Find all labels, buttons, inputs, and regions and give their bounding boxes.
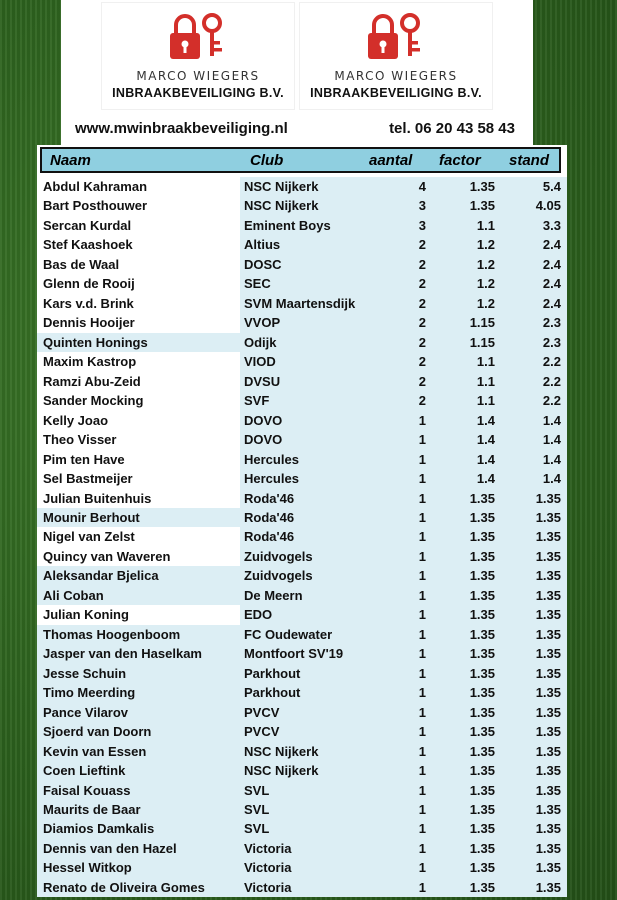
cell-naam: Ali Coban [37, 586, 240, 605]
cell-club: SVM Maartensdijk [244, 295, 356, 311]
cell-aantal: 2 [418, 295, 426, 311]
cell-club: Victoria [244, 879, 292, 895]
cell-aantal: 3 [418, 217, 426, 233]
row-values [240, 313, 567, 332]
header-stand: stand [509, 152, 550, 169]
row-values [240, 566, 567, 585]
table-row [37, 391, 567, 410]
row-values [240, 586, 567, 605]
sponsor-logo [299, 2, 493, 110]
cell-factor: 1.35 [469, 607, 495, 623]
cell-club: SVL [244, 782, 270, 798]
table-row [37, 216, 567, 235]
cell-factor: 1.4 [476, 451, 495, 467]
cell-club: Hercules [244, 451, 299, 467]
table-row [37, 527, 567, 546]
cell-naam: Stef Kaashoek [37, 235, 240, 254]
cell-stand: 3.3 [542, 217, 561, 233]
table-row [37, 333, 567, 352]
cell-naam: Bas de Waal [37, 255, 240, 274]
cell-club: PVCV [244, 704, 280, 720]
table-row [37, 547, 567, 566]
table-row [37, 235, 567, 254]
table-row [37, 742, 567, 761]
row-values [240, 391, 567, 410]
cell-naam: Dennis Hooijer [37, 313, 240, 332]
cell-aantal: 1 [418, 451, 426, 467]
row-values [240, 742, 567, 761]
cell-naam: Nigel van Zelst [37, 527, 240, 546]
cell-club: DOVO [244, 432, 283, 448]
cell-aantal: 1 [418, 782, 426, 798]
cell-aantal: 1 [418, 626, 426, 642]
cell-club: NSC Nijkerk [244, 743, 319, 759]
row-values [240, 352, 567, 371]
cell-club: DOVO [244, 412, 283, 428]
cell-club: Victoria [244, 840, 292, 856]
table-row [37, 411, 567, 430]
cell-club: DVSU [244, 373, 281, 389]
sponsor-name: MARCO WIEGERS [136, 69, 260, 83]
cell-naam: Jesse Schuin [37, 664, 240, 683]
cell-club: Parkhout [244, 685, 301, 701]
row-values [240, 703, 567, 722]
cell-naam: Pance Vilarov [37, 703, 240, 722]
table-row [37, 566, 567, 585]
cell-factor: 1.35 [469, 548, 495, 564]
cell-factor: 1.1 [476, 373, 495, 389]
sponsor-subtitle: INBRAAKBEVEILIGING B.V. [310, 86, 482, 100]
cell-naam: Dennis van den Hazel [37, 839, 240, 858]
cell-stand: 1.35 [535, 840, 561, 856]
cell-stand: 2.3 [542, 334, 561, 350]
cell-aantal: 2 [418, 237, 426, 253]
cell-naam: Sel Bastmeijer [37, 469, 240, 488]
cell-stand: 1.35 [535, 529, 561, 545]
cell-factor: 1.35 [469, 743, 495, 759]
cell-aantal: 2 [418, 334, 426, 350]
cell-factor: 1.35 [469, 860, 495, 876]
sponsor-website: www.mwinbraakbeveiliging.nl [75, 120, 288, 137]
row-values [240, 255, 567, 274]
cell-naam: Maurits de Baar [37, 800, 240, 819]
table-row [37, 274, 567, 293]
cell-club: PVCV [244, 724, 280, 740]
table-row [37, 489, 567, 508]
cell-club: NSC Nijkerk [244, 179, 319, 194]
row-values [240, 819, 567, 838]
row-values [240, 644, 567, 663]
cell-naam: Ramzi Abu-Zeid [37, 372, 240, 391]
cell-factor: 1.35 [469, 179, 495, 194]
cell-aantal: 1 [418, 685, 426, 701]
cell-factor: 1.35 [469, 685, 495, 701]
cell-stand: 1.35 [535, 646, 561, 662]
cell-factor: 1.1 [476, 217, 495, 233]
cell-club: Roda'46 [244, 529, 295, 545]
lock-keys-icon [166, 11, 230, 63]
cell-aantal: 2 [418, 256, 426, 272]
table-row [37, 352, 567, 371]
cell-club: Roda'46 [244, 490, 295, 506]
table-row [37, 819, 567, 838]
cell-naam: Kevin van Essen [37, 742, 240, 761]
cell-naam: Quinten Honings [37, 333, 240, 352]
cell-aantal: 1 [418, 471, 426, 487]
sponsor-name: MARCO WIEGERS [334, 69, 458, 83]
sponsor-phone: tel. 06 20 43 58 43 [389, 120, 515, 137]
table-row [37, 644, 567, 663]
standings-table [37, 145, 567, 895]
cell-club: Hercules [244, 471, 299, 487]
cell-factor: 1.35 [469, 704, 495, 720]
cell-naam: Sjoerd van Doorn [37, 722, 240, 741]
table-row [37, 625, 567, 644]
cell-stand: 1.4 [542, 471, 561, 487]
row-values [240, 294, 567, 313]
cell-naam: Bart Posthouwer [37, 196, 240, 215]
cell-factor: 1.35 [469, 646, 495, 662]
cell-club: Roda'46 [244, 509, 295, 525]
cell-aantal: 1 [418, 412, 426, 428]
sponsor-subtitle: INBRAAKBEVEILIGING B.V. [112, 86, 284, 100]
cell-aantal: 3 [418, 198, 426, 214]
cell-aantal: 1 [418, 821, 426, 837]
cell-aantal: 1 [418, 587, 426, 603]
row-values [240, 430, 567, 449]
cell-club: VVOP [244, 315, 281, 331]
cell-club: Eminent Boys [244, 217, 331, 233]
table-row [37, 858, 567, 877]
cell-naam: Hessel Witkop [37, 858, 240, 877]
cell-aantal: 1 [418, 860, 426, 876]
table-body [37, 177, 567, 897]
cell-naam: Sercan Kurdal [37, 216, 240, 235]
cell-aantal: 1 [418, 879, 426, 895]
cell-stand: 2.2 [542, 373, 561, 389]
row-values [240, 722, 567, 741]
table-row [37, 800, 567, 819]
table-row [37, 586, 567, 605]
cell-club: De Meern [244, 587, 303, 603]
cell-aantal: 1 [418, 509, 426, 525]
table-row [37, 469, 567, 488]
cell-club: Victoria [244, 860, 292, 876]
cell-factor: 1.1 [476, 393, 495, 409]
table-row [37, 313, 567, 332]
cell-stand: 1.35 [535, 685, 561, 701]
cell-aantal: 1 [418, 568, 426, 584]
table-row [37, 430, 567, 449]
table-row [37, 177, 567, 196]
cell-naam: Jasper van den Haselkam [37, 644, 240, 663]
cell-club: Zuidvogels [244, 548, 313, 564]
table-row [37, 839, 567, 858]
cell-naam: Glenn de Rooij [37, 274, 240, 293]
cell-factor: 1.4 [476, 471, 495, 487]
cell-aantal: 1 [418, 802, 426, 817]
cell-club: NSC Nijkerk [244, 198, 319, 214]
cell-stand: 1.35 [535, 821, 561, 837]
cell-naam: Quincy van Waveren [37, 547, 240, 566]
cell-stand: 5.4 [542, 179, 561, 194]
cell-factor: 1.2 [476, 256, 495, 272]
cell-naam: Maxim Kastrop [37, 352, 240, 371]
cell-stand: 1.35 [535, 860, 561, 876]
cell-aantal: 1 [418, 724, 426, 740]
row-values [240, 800, 567, 819]
header-factor: factor [439, 152, 481, 169]
cell-stand: 2.4 [542, 237, 561, 253]
cell-club: NSC Nijkerk [244, 763, 319, 779]
cell-factor: 1.4 [476, 412, 495, 428]
cell-club: Odijk [244, 334, 277, 350]
cell-stand: 1.4 [542, 451, 561, 467]
cell-stand: 1.35 [535, 568, 561, 584]
lock-keys-icon [364, 11, 428, 63]
table-row [37, 508, 567, 527]
row-values [240, 605, 567, 624]
cell-factor: 1.35 [469, 626, 495, 642]
cell-stand: 2.3 [542, 315, 561, 331]
cell-factor: 1.1 [476, 354, 495, 370]
cell-factor: 1.35 [469, 529, 495, 545]
row-values [240, 839, 567, 858]
cell-aantal: 2 [418, 373, 426, 389]
cell-stand: 1.35 [535, 607, 561, 623]
cell-naam: Faisal Kouass [37, 781, 240, 800]
cell-factor: 1.35 [469, 198, 495, 214]
cell-club: SVF [244, 393, 270, 409]
cell-club: SVL [244, 821, 270, 837]
row-values [240, 235, 567, 254]
row-values [240, 508, 567, 527]
cell-aantal: 1 [418, 743, 426, 759]
cell-aantal: 1 [418, 704, 426, 720]
table-row [37, 255, 567, 274]
cell-aantal: 2 [418, 393, 426, 409]
cell-naam: Thomas Hoogenboom [37, 625, 240, 644]
cell-aantal: 1 [418, 432, 426, 448]
cell-stand: 2.2 [542, 393, 561, 409]
table-row [37, 761, 567, 780]
row-values [240, 274, 567, 293]
cell-naam: Pim ten Have [37, 450, 240, 469]
cell-factor: 1.35 [469, 587, 495, 603]
cell-aantal: 4 [418, 179, 426, 194]
cell-club: FC Oudewater [244, 626, 333, 642]
row-values [240, 372, 567, 391]
cell-factor: 1.35 [469, 821, 495, 837]
row-values [240, 489, 567, 508]
cell-naam: Renato de Oliveira Gomes [37, 878, 240, 897]
table-row [37, 664, 567, 683]
cell-aantal: 2 [418, 276, 426, 292]
header-club: Club [250, 152, 284, 169]
cell-stand: 1.35 [535, 763, 561, 779]
cell-club: Zuidvogels [244, 568, 313, 584]
header-naam: Naam [50, 152, 91, 169]
cell-factor: 1.35 [469, 665, 495, 681]
cell-naam: Julian Buitenhuis [37, 489, 240, 508]
cell-factor: 1.15 [469, 334, 495, 350]
cell-stand: 1.35 [535, 587, 561, 603]
table-row [37, 878, 567, 897]
row-values [240, 527, 567, 546]
cell-factor: 1.2 [476, 276, 495, 292]
cell-stand: 1.35 [535, 490, 561, 506]
cell-naam: Abdul Kahraman [37, 177, 240, 196]
header-aantal: aantal [369, 152, 413, 169]
cell-aantal: 1 [418, 529, 426, 545]
row-values [240, 450, 567, 469]
cell-club: SEC [244, 276, 271, 292]
table-row [37, 703, 567, 722]
cell-stand: 1.35 [535, 782, 561, 798]
sponsor-banner [61, 0, 533, 145]
cell-club: VIOD [244, 354, 276, 370]
table-row [37, 605, 567, 624]
cell-stand: 1.35 [535, 743, 561, 759]
cell-naam: Aleksandar Bjelica [37, 566, 240, 585]
cell-factor: 1.35 [469, 568, 495, 584]
cell-stand: 1.35 [535, 626, 561, 642]
cell-stand: 2.4 [542, 276, 561, 292]
cell-naam: Theo Visser [37, 430, 240, 449]
row-values [240, 547, 567, 566]
cell-club: SVL [244, 802, 270, 817]
sponsor-logo [101, 2, 295, 110]
cell-aantal: 2 [418, 315, 426, 331]
cell-factor: 1.4 [476, 432, 495, 448]
row-values [240, 216, 567, 235]
table-row [37, 372, 567, 391]
row-values [240, 469, 567, 488]
cell-stand: 1.35 [535, 509, 561, 525]
cell-factor: 1.35 [469, 763, 495, 779]
cell-stand: 1.35 [535, 802, 561, 817]
cell-aantal: 1 [418, 646, 426, 662]
cell-naam: Diamios Damkalis [37, 819, 240, 838]
cell-aantal: 1 [418, 548, 426, 564]
cell-aantal: 1 [418, 665, 426, 681]
cell-club: Montfoort SV'19 [244, 646, 344, 662]
cell-aantal: 2 [418, 354, 426, 370]
cell-stand: 1.35 [535, 665, 561, 681]
cell-factor: 1.2 [476, 237, 495, 253]
table-row [37, 781, 567, 800]
cell-naam: Kars v.d. Brink [37, 294, 240, 313]
table-row [37, 294, 567, 313]
cell-stand: 1.35 [535, 704, 561, 720]
cell-aantal: 1 [418, 490, 426, 506]
row-values [240, 761, 567, 780]
cell-naam: Timo Meerding [37, 683, 240, 702]
cell-naam: Coen Lieftink [37, 761, 240, 780]
cell-factor: 1.35 [469, 879, 495, 895]
cell-stand: 2.4 [542, 256, 561, 272]
cell-naam: Julian Koning [37, 605, 240, 624]
cell-factor: 1.35 [469, 840, 495, 856]
cell-club: Parkhout [244, 665, 301, 681]
cell-club: EDO [244, 607, 273, 623]
cell-stand: 4.05 [535, 198, 561, 214]
cell-stand: 2.4 [542, 295, 561, 311]
cell-aantal: 1 [418, 763, 426, 779]
cell-naam: Kelly Joao [37, 411, 240, 430]
table-header [40, 147, 561, 173]
row-values [240, 858, 567, 877]
cell-stand: 2.2 [542, 354, 561, 370]
cell-stand: 1.35 [535, 724, 561, 740]
table-row [37, 196, 567, 215]
table-row [37, 683, 567, 702]
cell-factor: 1.35 [469, 490, 495, 506]
cell-stand: 1.35 [535, 879, 561, 895]
row-values [240, 664, 567, 683]
cell-stand: 1.35 [535, 548, 561, 564]
cell-factor: 1.35 [469, 802, 495, 817]
cell-naam: Mounir Berhout [37, 508, 240, 527]
cell-factor: 1.35 [469, 724, 495, 740]
cell-club: Altius [244, 237, 281, 253]
row-values [240, 878, 567, 897]
row-values [240, 625, 567, 644]
table-row [37, 450, 567, 469]
cell-naam: Sander Mocking [37, 391, 240, 410]
row-values [240, 683, 567, 702]
cell-stand: 1.4 [542, 412, 561, 428]
table-row [37, 722, 567, 741]
cell-factor: 1.2 [476, 295, 495, 311]
row-values [240, 333, 567, 352]
cell-factor: 1.15 [469, 315, 495, 331]
cell-factor: 1.35 [469, 509, 495, 525]
cell-stand: 1.4 [542, 432, 561, 448]
cell-aantal: 1 [418, 840, 426, 856]
row-values [240, 781, 567, 800]
cell-aantal: 1 [418, 607, 426, 623]
row-values [240, 177, 567, 196]
cell-factor: 1.35 [469, 782, 495, 798]
row-values [240, 196, 567, 215]
cell-club: DOSC [244, 256, 282, 272]
row-values [240, 411, 567, 430]
